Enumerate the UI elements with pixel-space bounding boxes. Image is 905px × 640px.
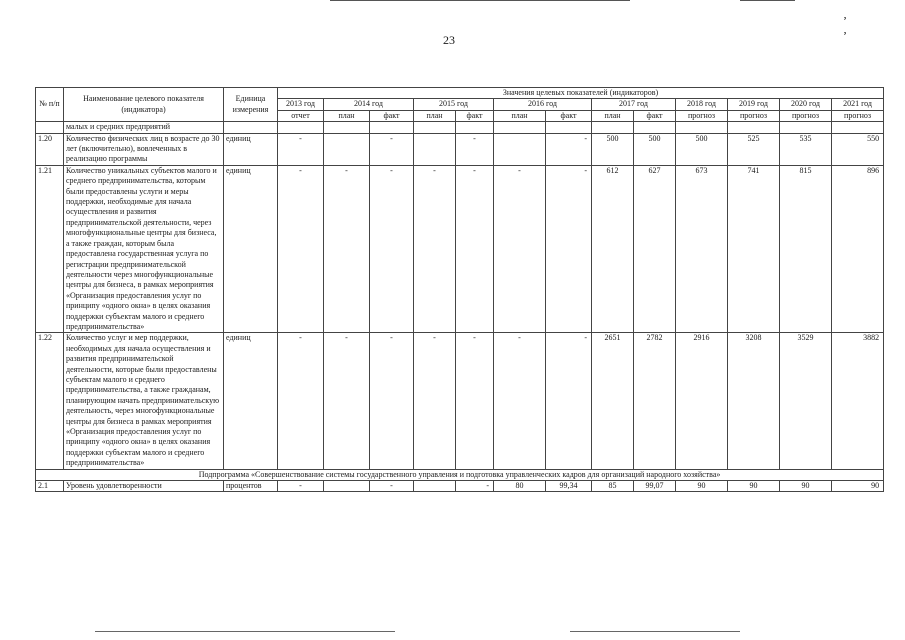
row-name: Количество физических лиц в возрасте до 30 лет (включительно), вовлеченных в реализацию программы [64, 133, 224, 165]
header-sub: прогноз [832, 110, 884, 121]
row-value [414, 481, 456, 492]
header-sub: факт [546, 110, 592, 121]
row-value: 90 [676, 481, 728, 492]
row-value: 99,07 [634, 481, 676, 492]
header-year: 2018 год [676, 99, 728, 110]
row-value: - [324, 165, 370, 333]
subprogram-title: Подпрограмма «Совершенствование системы государственного управления и подготовка управленческих кадров для организаций народного хозяйства» [36, 469, 884, 480]
header-num: № п/п [36, 88, 64, 122]
header-sub: план [592, 110, 634, 121]
row-num [36, 122, 64, 133]
indicators-table [35, 87, 884, 492]
row-value [324, 133, 370, 165]
row-value: - [370, 133, 414, 165]
header-values: Значения целевых показателей (индикаторов) [278, 88, 884, 99]
row-value: 3529 [780, 333, 832, 469]
row-value [634, 122, 676, 133]
row-value: 2782 [634, 333, 676, 469]
header-year: 2021 год [832, 99, 884, 110]
header-year: 2016 год [494, 99, 592, 110]
row-value: - [414, 333, 456, 469]
header-sub: прогноз [676, 110, 728, 121]
row-value [278, 122, 324, 133]
row-value [728, 122, 780, 133]
header-sub: факт [456, 110, 494, 121]
row-value: 673 [676, 165, 728, 333]
row-value: - [278, 481, 324, 492]
table-row [36, 133, 884, 165]
row-value: 500 [592, 133, 634, 165]
row-unit: единиц [224, 333, 278, 469]
row-value: - [414, 165, 456, 333]
row-value: 741 [728, 165, 780, 333]
row-value: - [370, 481, 414, 492]
header-sub: отчет [278, 110, 324, 121]
scan-top-line [330, 0, 630, 2]
header-year: 2014 год [324, 99, 414, 110]
row-value: 80 [494, 481, 546, 492]
row-unit: процентов [224, 481, 278, 492]
scan-bottom-line [95, 631, 395, 633]
row-name: Уровень удовлетворенности [64, 481, 224, 492]
header-sub: факт [634, 110, 676, 121]
row-value: 627 [634, 165, 676, 333]
table-row [36, 481, 884, 492]
corner-marks: ʼ ʼ [843, 14, 867, 43]
scan-bottom-line-right [570, 631, 740, 633]
row-value: 2916 [676, 333, 728, 469]
header-sub: факт [370, 110, 414, 121]
row-value: 525 [728, 133, 780, 165]
table-row [36, 122, 884, 133]
header-sub: прогноз [780, 110, 832, 121]
row-value [494, 133, 546, 165]
row-value: 815 [780, 165, 832, 333]
row-value [456, 122, 494, 133]
header-year: 2020 год [780, 99, 832, 110]
row-value: 500 [676, 133, 728, 165]
row-value: 612 [592, 165, 634, 333]
row-value: 3882 [832, 333, 884, 469]
row-value [676, 122, 728, 133]
row-value: 90 [780, 481, 832, 492]
row-value: 550 [832, 133, 884, 165]
row-value: - [278, 333, 324, 469]
table-row [36, 165, 884, 333]
header-row-1 [36, 88, 884, 99]
row-value: - [546, 165, 592, 333]
row-value: - [278, 133, 324, 165]
row-value: - [546, 133, 592, 165]
row-value: - [546, 333, 592, 469]
row-value: - [456, 333, 494, 469]
header-name: Наименование целевого показателя (индикатора) [64, 88, 224, 122]
row-num: 2.1 [36, 481, 64, 492]
row-value [414, 122, 456, 133]
header-year: 2019 год [728, 99, 780, 110]
header-sub: план [414, 110, 456, 121]
row-num: 1.20 [36, 133, 64, 165]
row-value: - [494, 333, 546, 469]
header-year: 2017 год [592, 99, 676, 110]
header-year: 2013 год [278, 99, 324, 110]
row-value: - [456, 481, 494, 492]
row-num: 1.21 [36, 165, 64, 333]
row-value: 3208 [728, 333, 780, 469]
row-value: - [278, 165, 324, 333]
row-value [832, 122, 884, 133]
row-name: малых и средних предприятий [64, 122, 224, 133]
table-row [36, 333, 884, 469]
row-value: 99,34 [546, 481, 592, 492]
header-sub: план [494, 110, 546, 121]
row-value [592, 122, 634, 133]
row-value: 85 [592, 481, 634, 492]
row-value: 2651 [592, 333, 634, 469]
row-value [546, 122, 592, 133]
header-unit: Единица измерения [224, 88, 278, 122]
row-value: 535 [780, 133, 832, 165]
row-unit: единиц [224, 133, 278, 165]
row-value [780, 122, 832, 133]
row-value [324, 122, 370, 133]
header-year: 2015 год [414, 99, 494, 110]
row-value: - [456, 133, 494, 165]
row-num: 1.22 [36, 333, 64, 469]
scan-top-line-right [740, 0, 795, 2]
row-value [414, 133, 456, 165]
row-name: Количество услуг и мер поддержки, необходимых для начала осуществления и развития предпринимательской деятельности, которые были предоставлены субъектам малого и среднего предпринимательства, а также гражданам, планирующим начать предпринимательскую деятельность, через многофункциональные центры для бизнеса в рамках мероприятия «Организация предоставления услуг по принципу «одного окна» в целях оказания поддержки субъектам малого и среднего предпринимательства» [64, 333, 224, 469]
row-value: 90 [832, 481, 884, 492]
row-value [324, 481, 370, 492]
row-value [370, 122, 414, 133]
row-value [494, 122, 546, 133]
row-name: Количество уникальных субъектов малого и среднего предпринимательства, которым были предоставлены услуги и меры поддержки, необходимые для начала осуществления и развития предпринимательской деятельности, через многофункциональные центры для бизнеса, а также граждан, которым была предоставлена государственная услуга по регистрации предпринимательской деятельности через многофункциональные центры для бизнеса, в рамках мероприятия «Организация предоставления услуг по принципу «одного окна» в целях оказания поддержки субъектам малого и среднего предпринимательства» [64, 165, 224, 333]
subprogram-row [36, 469, 884, 480]
row-value: - [456, 165, 494, 333]
row-value: 90 [728, 481, 780, 492]
row-value: 500 [634, 133, 676, 165]
header-sub: план [324, 110, 370, 121]
row-unit [224, 122, 278, 133]
row-value: - [324, 333, 370, 469]
row-value: - [370, 165, 414, 333]
row-unit: единиц [224, 165, 278, 333]
row-value: - [370, 333, 414, 469]
row-value: - [494, 165, 546, 333]
row-value: 896 [832, 165, 884, 333]
page-number: 23 [443, 33, 455, 47]
header-sub: прогноз [728, 110, 780, 121]
